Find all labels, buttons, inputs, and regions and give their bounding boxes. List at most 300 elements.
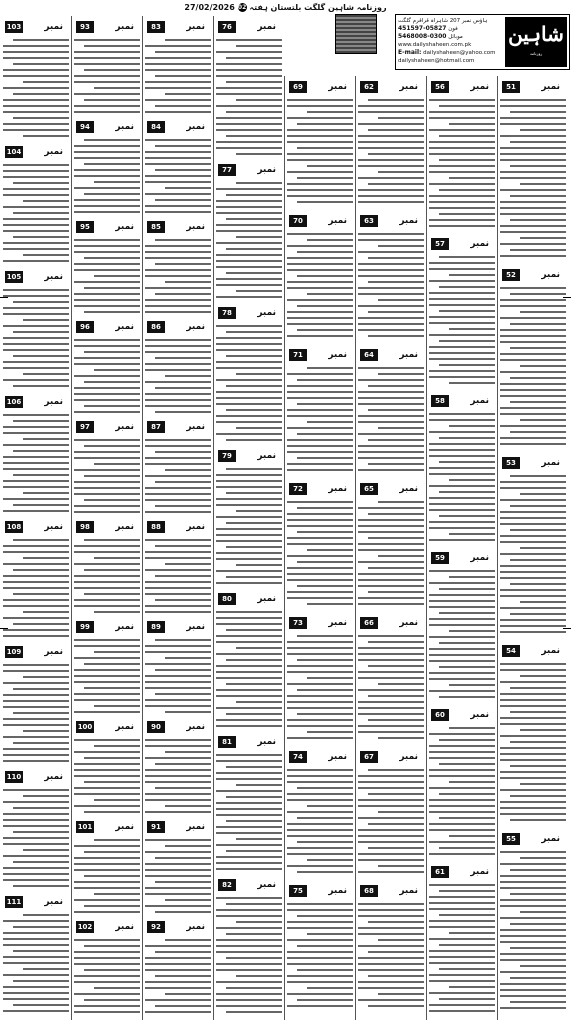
text-line xyxy=(84,539,140,541)
text-line xyxy=(226,683,282,685)
text-line xyxy=(226,135,282,137)
text-line xyxy=(74,657,140,659)
text-line xyxy=(358,969,424,971)
text-line xyxy=(216,897,282,899)
text-line xyxy=(84,475,140,477)
text-line xyxy=(358,805,424,807)
notice-column xyxy=(1,16,71,1020)
text-line xyxy=(145,999,211,1001)
text-line xyxy=(145,905,211,907)
text-line xyxy=(287,903,353,905)
text-line xyxy=(84,193,140,195)
text-line xyxy=(358,445,424,447)
notice-number: 89 xyxy=(147,621,165,633)
text-line xyxy=(23,81,69,83)
text-line xyxy=(500,207,566,209)
text-line xyxy=(510,293,566,295)
notice-item xyxy=(429,861,495,1018)
text-line xyxy=(287,975,353,977)
text-line xyxy=(216,242,282,244)
text-line xyxy=(439,847,495,849)
text-line xyxy=(439,491,495,493)
text-line xyxy=(439,135,495,137)
text-line xyxy=(358,653,424,655)
text-line xyxy=(236,975,282,977)
text-line xyxy=(500,905,566,907)
notice-number-badge xyxy=(3,146,69,160)
text-line xyxy=(3,789,69,791)
text-line xyxy=(449,684,495,686)
text-line xyxy=(145,287,211,289)
notice-item xyxy=(74,816,140,916)
text-line xyxy=(439,213,495,215)
text-line xyxy=(3,230,69,232)
text-line xyxy=(358,635,424,637)
text-line xyxy=(23,611,69,613)
text-line xyxy=(500,693,566,695)
text-line xyxy=(216,754,282,756)
building-photo xyxy=(335,14,377,54)
text-line xyxy=(74,711,140,713)
text-line xyxy=(500,813,566,815)
text-line xyxy=(287,719,353,721)
text-line xyxy=(500,407,566,409)
notice-number-badge xyxy=(3,771,69,785)
text-line xyxy=(358,141,424,143)
notice-number-badge xyxy=(500,457,566,471)
notice-number-badge xyxy=(3,396,69,410)
text-line xyxy=(368,257,424,259)
notice-item xyxy=(500,452,566,640)
notice-mark: نمبر xyxy=(399,350,418,360)
text-line xyxy=(3,694,69,696)
text-line xyxy=(358,239,424,241)
text-line xyxy=(378,299,424,301)
text-line xyxy=(3,57,69,59)
text-line xyxy=(378,555,424,557)
text-line xyxy=(500,329,566,331)
text-line xyxy=(287,311,353,313)
text-line xyxy=(216,915,282,917)
text-line xyxy=(429,304,495,306)
notice-item xyxy=(216,16,282,159)
text-line xyxy=(155,451,211,453)
text-line xyxy=(3,587,69,589)
notice-number-badge xyxy=(216,736,282,750)
text-line xyxy=(510,893,566,895)
text-line xyxy=(287,769,353,771)
text-line xyxy=(500,523,566,525)
text-line xyxy=(500,541,566,543)
text-line xyxy=(3,313,69,315)
notice-item xyxy=(3,766,69,891)
text-line xyxy=(3,605,69,607)
text-line xyxy=(216,343,282,345)
text-line xyxy=(429,219,495,221)
text-line xyxy=(13,331,69,333)
text-line xyxy=(368,183,424,185)
text-line xyxy=(145,611,211,613)
text-line xyxy=(145,457,211,459)
text-line xyxy=(358,123,424,125)
text-line xyxy=(145,863,211,865)
text-line xyxy=(429,467,495,469)
text-line xyxy=(13,450,69,452)
text-line xyxy=(368,719,424,721)
website-line: www.dailyshaheen.com.pk xyxy=(398,42,472,48)
text-line xyxy=(358,775,424,777)
text-line xyxy=(307,549,353,551)
text-line xyxy=(429,183,495,185)
text-line xyxy=(94,557,140,559)
text-line xyxy=(510,377,566,379)
text-line xyxy=(500,517,566,519)
notice-item xyxy=(74,16,140,116)
text-line xyxy=(358,421,424,423)
text-line xyxy=(3,1010,69,1012)
text-line xyxy=(429,165,495,167)
notice-number-badge xyxy=(429,866,495,880)
text-line xyxy=(307,603,353,605)
text-line xyxy=(74,457,140,459)
text-line xyxy=(226,492,282,494)
notice-mark: نمبر xyxy=(44,272,63,282)
text-line xyxy=(3,736,69,738)
text-line xyxy=(94,705,140,707)
text-line xyxy=(23,557,69,559)
text-line xyxy=(74,805,140,807)
text-line xyxy=(216,993,282,995)
text-line xyxy=(510,141,566,143)
notice-number-badge xyxy=(287,349,353,363)
text-line xyxy=(500,989,566,991)
text-line xyxy=(500,443,566,445)
notice-mark: نمبر xyxy=(115,822,134,832)
text-line xyxy=(3,218,69,220)
notice-mark: نمبر xyxy=(541,646,560,656)
text-line xyxy=(378,993,424,995)
text-line xyxy=(216,790,282,792)
text-line xyxy=(3,682,69,684)
text-line xyxy=(358,549,424,551)
text-line xyxy=(368,463,424,465)
text-line xyxy=(216,570,282,572)
text-line xyxy=(3,974,69,976)
notice-number: 69 xyxy=(289,81,307,93)
text-line xyxy=(429,497,495,499)
dateline-date: 27/02/2026 xyxy=(184,3,235,12)
text-line xyxy=(226,218,282,220)
text-line xyxy=(378,811,424,813)
notice-mark: نمبر xyxy=(257,594,276,604)
text-line xyxy=(226,903,282,905)
text-line xyxy=(3,724,69,726)
notice-item xyxy=(358,76,424,210)
text-line xyxy=(358,787,424,789)
text-line xyxy=(155,105,211,107)
text-line xyxy=(84,139,140,141)
email-label: E-mail: xyxy=(398,49,422,56)
text-line xyxy=(358,201,424,203)
text-line xyxy=(500,929,566,931)
notice-mark: نمبر xyxy=(328,216,347,226)
text-line xyxy=(429,431,495,433)
text-line xyxy=(145,381,211,383)
text-line xyxy=(520,965,566,967)
text-line xyxy=(287,665,353,667)
notice-item xyxy=(3,516,69,641)
text-line xyxy=(3,599,69,601)
notice-mark: نمبر xyxy=(115,722,134,732)
text-line xyxy=(74,57,140,59)
text-line xyxy=(145,157,211,159)
notice-item xyxy=(74,916,140,1016)
notice-number-badge xyxy=(145,21,211,35)
text-line xyxy=(3,670,69,672)
text-line xyxy=(3,986,69,988)
text-line xyxy=(297,635,353,637)
text-line xyxy=(236,784,282,786)
text-line xyxy=(358,677,424,679)
text-line xyxy=(3,617,69,619)
text-line xyxy=(216,278,282,280)
text-line xyxy=(226,820,282,822)
text-line xyxy=(3,700,69,702)
notice-mark: نمبر xyxy=(470,239,489,249)
text-line xyxy=(510,711,566,713)
text-line xyxy=(500,995,566,997)
text-line xyxy=(74,175,140,177)
text-line xyxy=(429,618,495,620)
notice-item xyxy=(358,344,424,478)
text-line xyxy=(155,1005,211,1007)
text-line xyxy=(287,671,353,673)
text-line xyxy=(216,75,282,77)
text-line xyxy=(449,479,495,481)
text-line xyxy=(297,561,353,563)
text-line xyxy=(226,629,282,631)
text-line xyxy=(155,975,211,977)
notice-number-badge xyxy=(3,646,69,660)
text-line xyxy=(236,373,282,375)
text-line xyxy=(145,893,211,895)
text-line xyxy=(216,778,282,780)
notice-number-badge xyxy=(500,833,566,847)
text-line xyxy=(358,397,424,399)
text-line xyxy=(74,587,140,589)
text-line xyxy=(307,933,353,935)
text-line xyxy=(74,963,140,965)
notice-number-badge xyxy=(74,821,140,835)
notice-item xyxy=(74,216,140,316)
text-line xyxy=(520,547,566,549)
text-line xyxy=(74,387,140,389)
text-line xyxy=(13,301,69,303)
text-line xyxy=(226,522,282,524)
text-line xyxy=(439,998,495,1000)
notice-number: 78 xyxy=(218,307,236,319)
notice-item xyxy=(145,216,211,316)
text-line xyxy=(216,516,282,518)
text-line xyxy=(500,341,566,343)
text-line xyxy=(358,251,424,253)
text-line xyxy=(84,69,140,71)
text-line xyxy=(74,39,140,41)
notice-column xyxy=(427,76,497,1020)
text-line xyxy=(429,938,495,940)
text-line xyxy=(13,504,69,506)
text-line xyxy=(74,411,140,413)
column-rule xyxy=(213,16,214,1020)
text-line xyxy=(236,290,282,292)
text-line xyxy=(3,635,69,637)
text-line xyxy=(429,648,495,650)
text-line xyxy=(3,176,69,178)
text-line xyxy=(155,857,211,859)
text-line xyxy=(165,39,211,41)
text-line xyxy=(500,735,566,737)
text-line xyxy=(3,337,69,339)
text-line xyxy=(297,433,353,435)
text-line xyxy=(287,391,353,393)
text-line xyxy=(165,281,211,283)
text-line xyxy=(216,689,282,691)
text-line xyxy=(500,705,566,707)
text-line xyxy=(74,639,140,641)
notice-number: 100 xyxy=(77,723,93,731)
notice-number-badge xyxy=(358,751,424,765)
text-line xyxy=(439,340,495,342)
text-line xyxy=(358,927,424,929)
text-line xyxy=(429,678,495,680)
text-line xyxy=(449,932,495,934)
text-line xyxy=(307,859,353,861)
column-rule xyxy=(142,16,143,1020)
text-line xyxy=(3,69,69,71)
text-line xyxy=(368,695,424,697)
text-line xyxy=(287,823,353,825)
text-line xyxy=(429,920,495,922)
text-line xyxy=(74,157,140,159)
text-line xyxy=(500,243,566,245)
text-line xyxy=(3,87,69,89)
address-line: ہاؤس نمبر 207 شاہراہ قراقرم گلگت xyxy=(398,18,488,24)
notice-item xyxy=(74,316,140,416)
notice-number-badge xyxy=(287,81,353,95)
notice-item xyxy=(74,116,140,216)
text-line xyxy=(368,335,424,337)
text-line xyxy=(226,331,282,333)
text-line xyxy=(216,623,282,625)
notice-number-badge xyxy=(429,81,495,95)
text-line xyxy=(74,975,140,977)
text-line xyxy=(216,552,282,554)
text-line xyxy=(429,1010,495,1012)
text-line xyxy=(500,299,566,301)
text-line xyxy=(500,565,566,567)
notice-number-badge xyxy=(216,307,282,321)
text-line xyxy=(500,899,566,901)
notice-number-badge xyxy=(74,421,140,435)
text-line xyxy=(74,775,140,777)
text-line xyxy=(84,381,140,383)
text-line xyxy=(429,896,495,898)
text-line xyxy=(84,999,140,1001)
notice-mark: نمبر xyxy=(44,147,63,157)
text-line xyxy=(429,358,495,360)
notice-mark: نمبر xyxy=(44,772,63,782)
text-line xyxy=(145,969,211,971)
text-line xyxy=(287,99,353,101)
text-line xyxy=(429,853,495,855)
notice-item xyxy=(429,390,495,547)
text-line xyxy=(358,195,424,197)
text-line xyxy=(358,105,424,107)
text-line xyxy=(84,851,140,853)
text-line xyxy=(74,845,140,847)
text-line xyxy=(500,383,566,385)
text-line xyxy=(74,245,140,247)
text-line xyxy=(3,111,69,113)
text-line xyxy=(216,504,282,506)
text-line xyxy=(3,367,69,369)
text-line xyxy=(236,564,282,566)
text-line xyxy=(500,213,566,215)
text-line xyxy=(429,443,495,445)
notice-mark: نمبر xyxy=(541,458,560,468)
notice-number-badge xyxy=(216,21,282,35)
text-line xyxy=(297,689,353,691)
notice-number-badge xyxy=(74,721,140,735)
notice-item xyxy=(3,141,69,266)
notice-item xyxy=(3,891,69,1016)
text-line xyxy=(3,468,69,470)
column-rule xyxy=(284,76,285,1020)
notice-mark: نمبر xyxy=(257,880,276,890)
text-line xyxy=(145,757,211,759)
text-line xyxy=(500,371,566,373)
notice-item xyxy=(287,880,353,1014)
notice-column xyxy=(285,76,355,1020)
text-line xyxy=(287,117,353,119)
text-line xyxy=(216,367,282,369)
text-line xyxy=(216,802,282,804)
notice-mark: نمبر xyxy=(186,22,205,32)
page-marker: 02 xyxy=(237,4,247,11)
text-line xyxy=(84,311,140,313)
text-line xyxy=(155,763,211,765)
notice-item xyxy=(500,264,566,452)
text-line xyxy=(226,111,282,113)
text-line xyxy=(145,551,211,553)
dateline xyxy=(0,2,571,14)
text-line xyxy=(3,748,69,750)
text-line xyxy=(287,141,353,143)
text-line xyxy=(510,475,566,477)
text-line xyxy=(226,796,282,798)
text-line xyxy=(287,195,353,197)
text-line xyxy=(358,603,424,605)
notice-number: 53 xyxy=(502,457,520,469)
text-line xyxy=(3,289,69,291)
text-line xyxy=(84,593,140,595)
text-line xyxy=(358,781,424,783)
text-line xyxy=(368,311,424,313)
text-line xyxy=(287,153,353,155)
text-line xyxy=(216,653,282,655)
notice-item xyxy=(358,612,424,746)
text-line xyxy=(74,763,140,765)
